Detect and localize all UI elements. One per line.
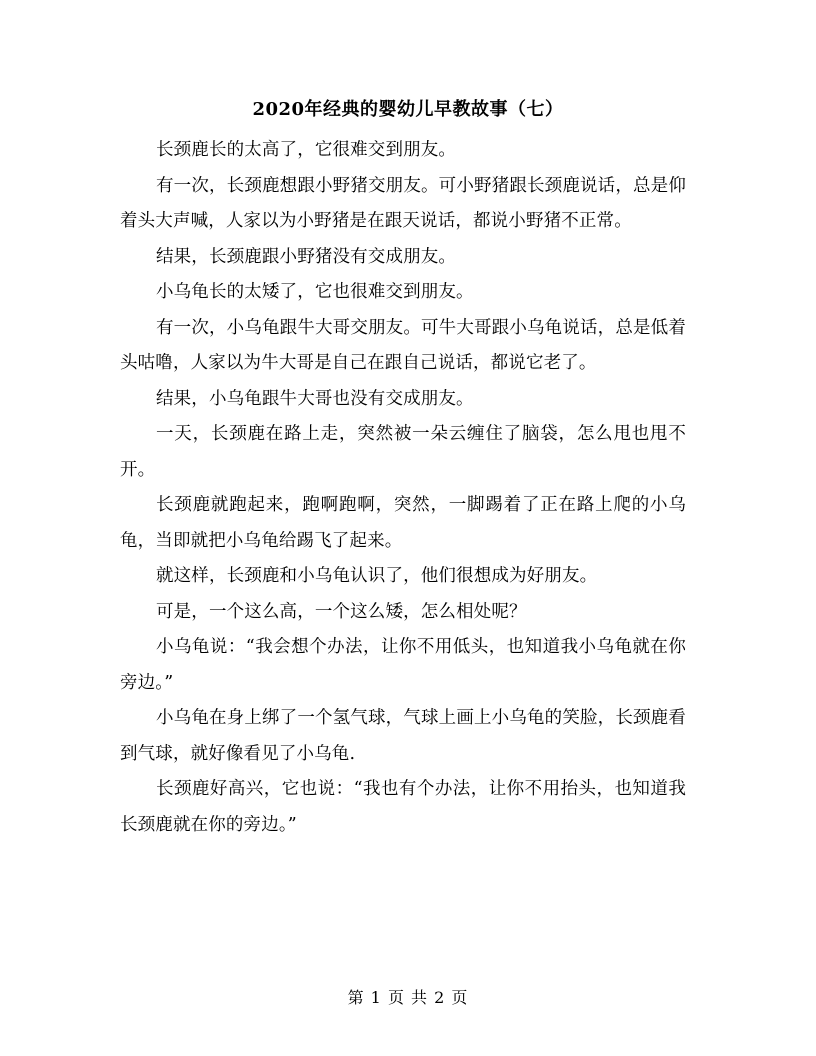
paragraph-5: 有一次，小乌龟跟牛大哥交朋友。可牛大哥跟小乌龟说话，总是低着头咕噜，人家以为牛大哥是自己在跟自己说话，都说它老了。 (120, 317, 686, 373)
page-label-prefix: 第 (347, 988, 365, 1007)
paragraph-2: 有一次，长颈鹿想跟小野猪交朋友。可小野猪跟长颈鹿说话，总是仰着头大声喊，人家以为小野猪是在跟天说话，都说小野猪不正常。 (120, 175, 686, 231)
paragraph-12: 小乌龟在身上绑了一个氢气球，气球上画上小乌龟的笑脸，长颈鹿看到气球，就好像看见了小乌龟. (120, 708, 686, 764)
paragraph-9: 就这样，长颈鹿和小乌龟认识了，他们很想成为好朋友。 (156, 566, 598, 586)
current-page-number: 1 (370, 988, 382, 1007)
paragraph-1: 长颈鹿长的太高了，它很难交到朋友。 (156, 140, 457, 160)
paragraph-6: 结果，小乌龟跟牛大哥也没有交成朋友。 (156, 388, 474, 409)
paragraph-11: 小乌龟说：“我会想个办法，让你不用低头，也知道我小乌龟就在你旁边。” (120, 637, 686, 693)
page-label-mid: 页 共 (387, 988, 429, 1007)
paragraph-7: 一天，长颈鹿在路上走，突然被一朵云缠住了脑袋，怎么甩也甩不开。 (120, 424, 686, 480)
page-footer (0, 986, 816, 1010)
document-title: 2020年经典的婴幼儿早教故事（七） (252, 99, 564, 120)
paragraph-4: 小乌龟长的太矮了，它也很难交到朋友。 (156, 282, 474, 302)
paragraph-8: 长颈鹿就跑起来，跑啊跑啊，突然，一脚踢着了正在路上爬的小乌龟，当即就把小乌龟给踢飞了起来。 (120, 495, 686, 551)
page-label-suffix: 页 (451, 988, 469, 1007)
total-pages-number: 2 (434, 988, 446, 1007)
paragraph-3: 结果，长颈鹿跟小野猪没有交成朋友。 (156, 246, 457, 267)
paragraph-13: 长颈鹿好高兴，它也说：“我也有个办法，让你不用抬头，也知道我长颈鹿就在你的旁边。” (120, 779, 686, 835)
paragraph-10: 可是，一个这么高，一个这么矮，怎么相处呢？ (156, 601, 527, 622)
document-body (120, 133, 686, 843)
